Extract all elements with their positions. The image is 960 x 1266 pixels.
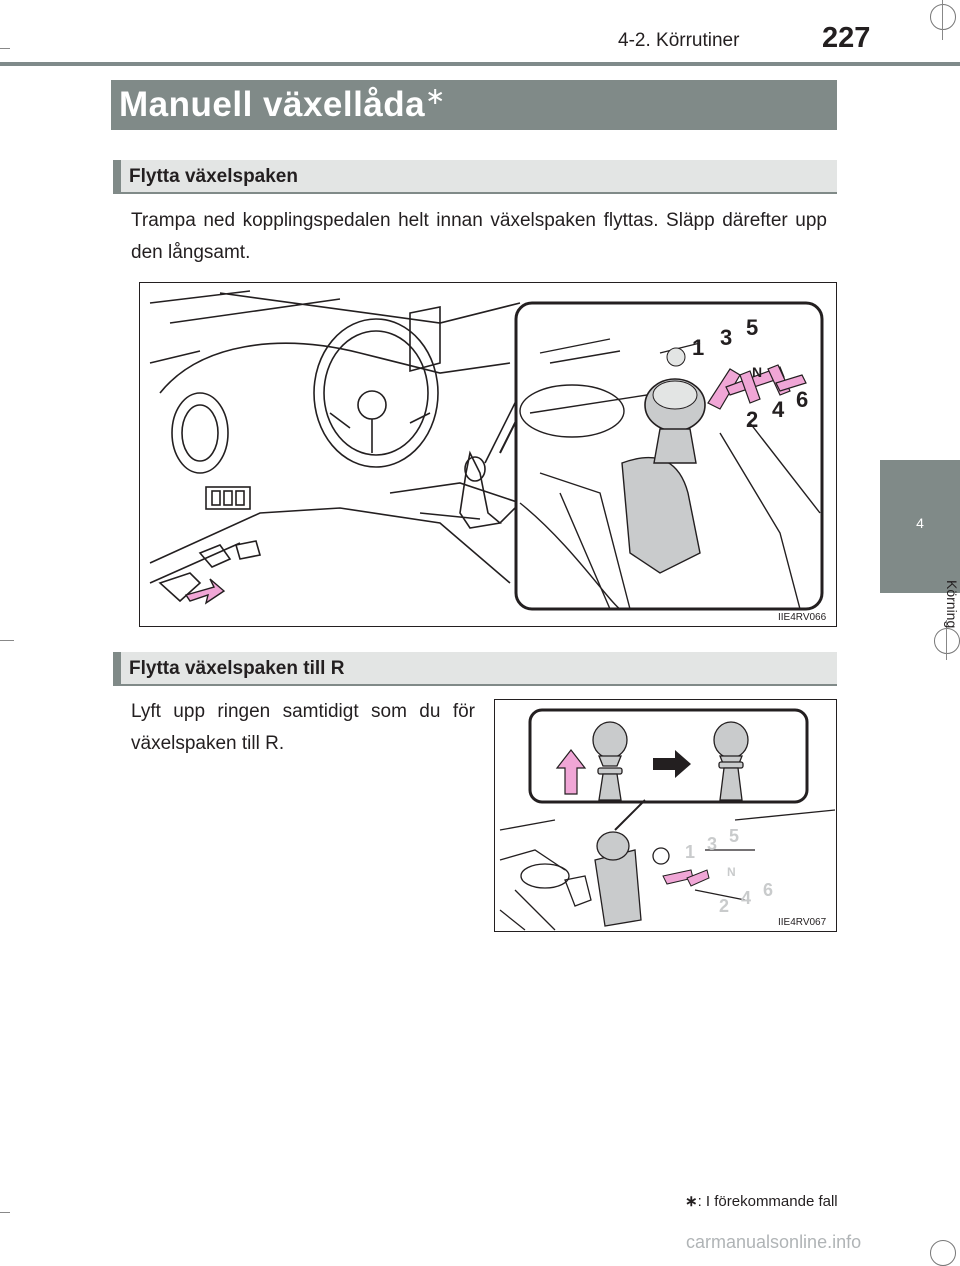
reverse-illustration [495, 700, 837, 932]
page-number: 227 [822, 22, 871, 54]
section-heading-shift: Flytta växelspaken [113, 160, 837, 194]
gear-label-3: 3 [707, 834, 718, 854]
chapter-label: Körning [944, 580, 960, 629]
gear-label-n: N [752, 364, 763, 380]
chapter-number: 4 [916, 515, 924, 531]
gear-label-2: 2 [746, 407, 759, 432]
gear-label-3: 3 [720, 325, 733, 350]
chapter-tab [880, 460, 960, 593]
footnote-text: : I förekommande fall [697, 1193, 838, 1210]
gear-label-4: 4 [772, 397, 785, 422]
page-header [0, 0, 960, 62]
gear-label-1: 1 [692, 335, 705, 360]
gear-label-5: 5 [729, 826, 740, 846]
gear-label-5: 5 [746, 315, 759, 340]
footnote-star-icon: ∗ [685, 1193, 698, 1210]
section-title: 4-2. Körrutiner [618, 30, 740, 51]
reverse-pattern-arrows-icon [663, 870, 709, 886]
crop-mark [0, 640, 14, 641]
figure-gear-shift [139, 282, 837, 627]
gear-detail-inset [500, 303, 822, 609]
page-title [111, 80, 837, 130]
figure-code: IIE4RV066 [778, 612, 827, 623]
registration-mark-icon [930, 1240, 956, 1266]
gear-label-n: N [727, 865, 736, 879]
section-heading-reverse: Flytta växelspaken till R [113, 652, 837, 686]
gear-label-6: 6 [796, 387, 809, 412]
section-body-reverse: Lyft upp ringen samtidigt som du för växelspaken till R. [131, 701, 475, 754]
crop-mark [0, 1212, 10, 1213]
availability-star-icon: ∗ [425, 83, 446, 110]
reverse-r-icon [653, 848, 669, 864]
gear-label-2: 2 [719, 896, 730, 916]
gear-label-4: 4 [741, 888, 752, 908]
figure-code: IIE4RV067 [778, 917, 827, 928]
page-title-text: Manuell växellåda [119, 85, 426, 124]
footnote [685, 1192, 838, 1210]
figure-reverse-shift [494, 699, 837, 932]
gear-label-1: 1 [685, 842, 696, 862]
cockpit-illustration [140, 283, 837, 627]
gear-label-6: 6 [763, 880, 774, 900]
section-body-shift: Trampa ned kopplingspedalen helt innan växelspaken flyttas. Släpp därefter upp den långsamt. [131, 210, 827, 263]
watermark: carmanualsonline.info [686, 1232, 862, 1252]
header-rule [0, 62, 960, 66]
